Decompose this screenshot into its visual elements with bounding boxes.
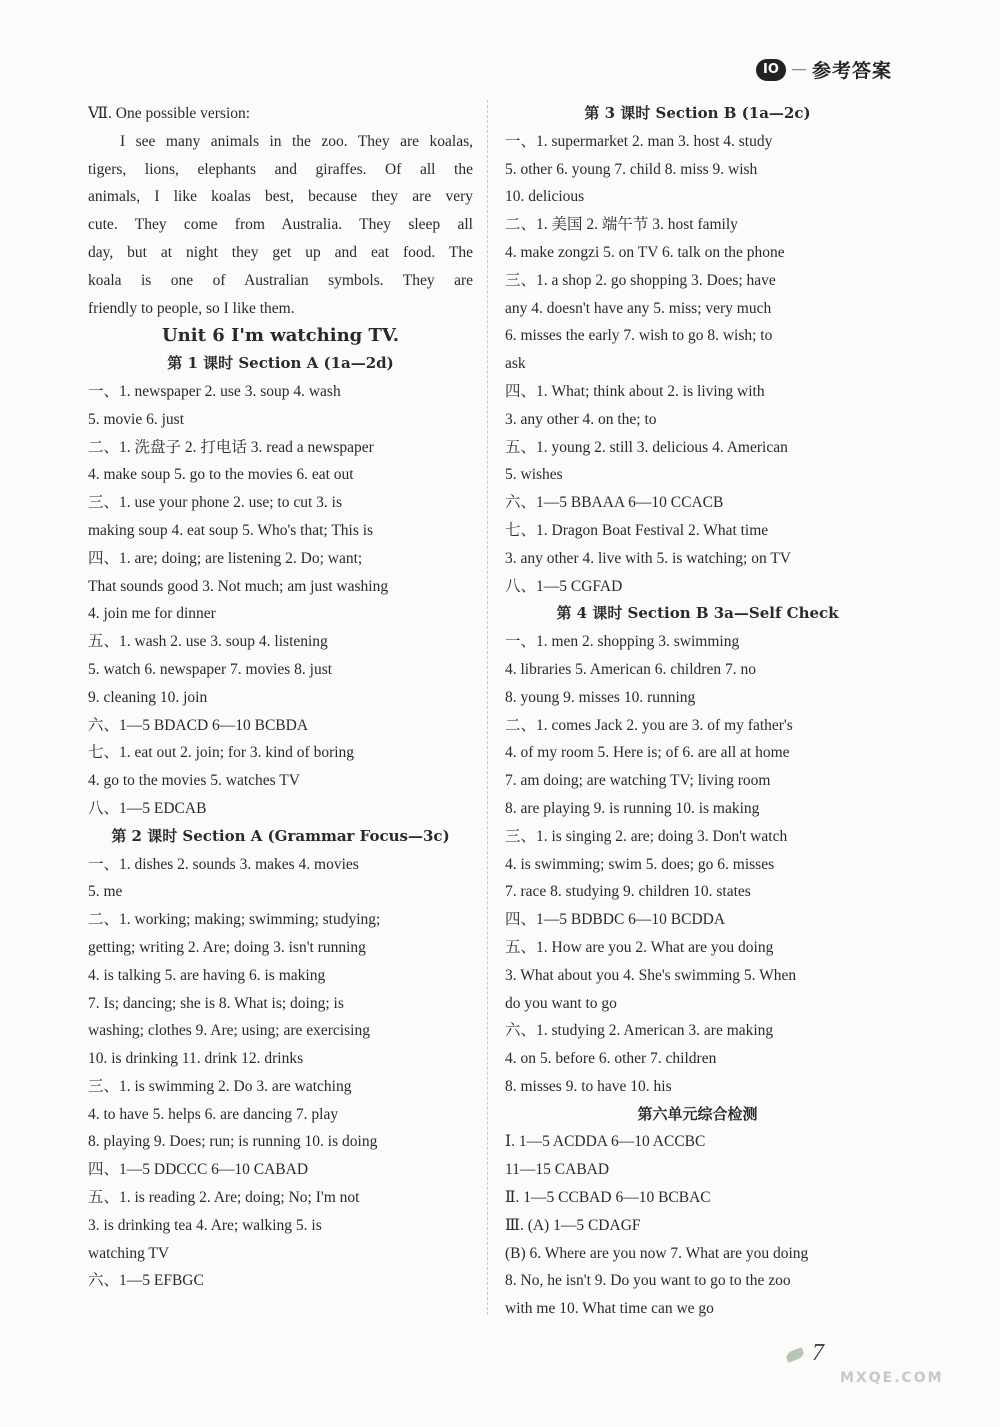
answer-line: (B) 6. Where are you now 7. What are you doing (505, 1244, 809, 1262)
answer-line: cute. They come from Australia. They sleep all (88, 216, 473, 234)
answer-line: 5. wishes (505, 466, 563, 484)
answer-line: animals, I like koalas best, because they are very (88, 188, 473, 206)
section-title: 第六单元综合检测 (637, 1104, 758, 1123)
right-column (505, 100, 890, 1323)
answer-line: 4. on 5. before 6. other 7. children (505, 1050, 717, 1068)
answer-line: koala is one of Australian symbols. They are (88, 271, 473, 289)
answer-line: washing; clothes 9. Are; using; are exercising (88, 1022, 370, 1040)
answer-line: 二、1. working; making; swimming; studying; (88, 911, 381, 929)
answer-line: making soup 4. eat soup 5. Who's that; This is (88, 521, 374, 539)
answer-line: 一、1. dishes 2. sounds 3. makes 4. movies (88, 855, 359, 873)
answer-line: with me 10. What time can we go (505, 1300, 714, 1318)
answer-line: 4. make soup 5. go to the movies 6. eat out (88, 466, 354, 484)
answer-line: 二、1. 美国 2. 端午节 3. host family (505, 216, 738, 234)
answer-line: 六、1—5 BDACD 6—10 BCBDA (88, 716, 309, 734)
answer-line: 七、1. Dragon Boat Festival 2. What time (505, 521, 769, 539)
answer-line: 八、1—5 CGFAD (505, 577, 623, 595)
answer-line: Ⅰ. 1—5 ACDDA 6—10 ACCBC (505, 1133, 706, 1151)
answer-line: Ⅱ. 1—5 CCBAD 6—10 BCBAC (505, 1189, 711, 1207)
answer-line: do you want to go (505, 994, 617, 1012)
section-title: 第 1 课时 Section A (1a—2d) (167, 354, 394, 373)
answer-line: 10. delicious (505, 188, 585, 206)
answer-line: That sounds good 3. Not much; am just washing (88, 577, 389, 595)
answer-line: any 4. doesn't have any 5. miss; very much (505, 299, 772, 317)
header-dash: — (791, 61, 806, 77)
answer-line: 3. any other 4. on the; to (505, 410, 657, 428)
answer-line: 6. misses the early 7. wish to go 8. wish; to (505, 327, 773, 345)
watermark-logo: MXQE.COM (840, 1370, 944, 1386)
answer-line: 4. is talking 5. are having 6. is making (88, 966, 326, 984)
answer-line: 4. of my room 5. Here is; of 6. are all at home (505, 744, 790, 762)
answer-line: 4. make zongzi 5. on TV 6. talk on the phone (505, 243, 785, 261)
answer-line: 4. go to the movies 5. watches TV (88, 772, 300, 790)
header-logo-icon: IO (756, 59, 786, 81)
answer-line: 7. race 8. studying 9. children 10. states (505, 883, 751, 901)
answer-line: friendly to people, so I like them. (88, 299, 295, 317)
answer-line: 4. join me for dinner (88, 605, 216, 623)
unit-title: Unit 6 I'm watching TV. (161, 325, 399, 347)
answer-line: 8. playing 9. Does; run; is running 10. is doing (88, 1133, 378, 1151)
answer-line: 8. No, he isn't 9. Do you want to go to the zoo (505, 1272, 791, 1290)
answer-line: 三、1. a shop 2. go shopping 3. Does; have (505, 271, 776, 289)
page-header (756, 56, 892, 83)
answer-line: 七、1. eat out 2. join; for 3. kind of boring (88, 744, 355, 762)
answer-line: 八、1—5 EDCAB (88, 799, 207, 817)
answer-line: 四、1. What; think about 2. is living with (505, 382, 765, 400)
answer-line: 五、1. How are you 2. What are you doing (505, 938, 774, 956)
answer-line: 六、1—5 BBAAA 6—10 CCACB (505, 494, 724, 512)
answer-line: 二、1. 洗盘子 2. 打电话 3. read a newspaper (88, 438, 374, 456)
answer-line: 三、1. is singing 2. are; doing 3. Don't watch (505, 827, 788, 845)
answer-line: 4. to have 5. helps 6. are dancing 7. play (88, 1105, 339, 1123)
answer-line: I see many animals in the zoo. They are koalas, (120, 132, 473, 150)
answer-line: 六、1—5 EFBGC (88, 1272, 204, 1290)
answer-line: 3. What about you 4. She's swimming 5. When (505, 966, 797, 984)
answer-line: 四、1—5 BDBDC 6—10 BCDDA (505, 911, 726, 929)
section-title: 第 3 课时 Section B (1a—2c) (584, 104, 811, 122)
answer-line: watching TV (88, 1244, 170, 1262)
answer-line: tigers, lions, elephants and giraffes. Of all the (88, 160, 473, 178)
answer-line: 五、1. is reading 2. Are; doing; No; I'm not (88, 1189, 360, 1207)
answer-line: 三、1. use your phone 2. use; to cut 3. is (88, 494, 343, 512)
answer-line: 7. am doing; are watching TV; living room (505, 772, 771, 790)
answer-line: 二、1. comes Jack 2. you are 3. of my father's (505, 716, 793, 734)
answer-line: 5. watch 6. newspaper 7. movies 8. just (88, 660, 333, 678)
answer-line: 3. any other 4. live with 5. is watching; on TV (505, 549, 791, 567)
answer-line: 5. other 6. young 7. child 8. miss 9. wish (505, 160, 758, 178)
answer-line: Ⅲ. (A) 1—5 CDAGF (505, 1216, 641, 1234)
section-title: 第 4 课时 Section B 3a—Self Check (556, 604, 839, 623)
answer-line: 8. young 9. misses 10. running (505, 688, 696, 706)
answer-line: 8. misses 9. to have 10. his (505, 1077, 672, 1095)
answer-line: Ⅶ. One possible version: (88, 105, 251, 122)
answer-line: 六、1. studying 2. American 3. are making (505, 1022, 774, 1040)
page-number: 7 (812, 1340, 824, 1366)
header-title: 参考答案 (811, 60, 892, 82)
answer-line: 5. me (88, 883, 123, 901)
answer-line: 4. is swimming; swim 5. does; go 6. misses (505, 855, 775, 873)
answer-line: 11—15 CABAD (505, 1161, 610, 1179)
answer-line: 五、1. young 2. still 3. delicious 4. American (505, 438, 788, 456)
section-title: 第 2 课时 Section A (Grammar Focus—3c) (111, 826, 450, 845)
answer-line: day, but at night they get up and eat food. The (88, 243, 473, 261)
answer-line: 一、1. newspaper 2. use 3. soup 4. wash (88, 382, 341, 400)
answer-line: 9. cleaning 10. join (88, 688, 208, 706)
answer-line: 一、1. men 2. shopping 3. swimming (505, 633, 740, 651)
answer-line: 四、1. are; doing; are listening 2. Do; want; (88, 549, 363, 567)
answer-line: 4. libraries 5. American 6. children 7. no (505, 660, 756, 678)
column-divider (487, 100, 488, 1315)
answer-line: 三、1. is swimming 2. Do 3. are watching (88, 1077, 352, 1095)
answer-line: 一、1. supermarket 2. man 3. host 4. study (505, 132, 773, 150)
answer-line: 8. are playing 9. is running 10. is making (505, 799, 760, 817)
answer-line: getting; writing 2. Are; doing 3. isn't running (88, 938, 366, 956)
answer-line: 5. movie 6. just (88, 410, 185, 428)
answer-line: 五、1. wash 2. use 3. soup 4. listening (88, 633, 328, 651)
answer-line: 7. Is; dancing; she is 8. What is; doing; is (88, 994, 344, 1012)
answer-line: 四、1—5 DDCCC 6—10 CABAD (88, 1161, 309, 1179)
answer-line: 3. is drinking tea 4. Are; walking 5. is (88, 1216, 322, 1234)
answer-line: 10. is drinking 11. drink 12. drinks (88, 1050, 304, 1068)
left-column (88, 100, 473, 1295)
answer-line: ask (505, 355, 526, 373)
